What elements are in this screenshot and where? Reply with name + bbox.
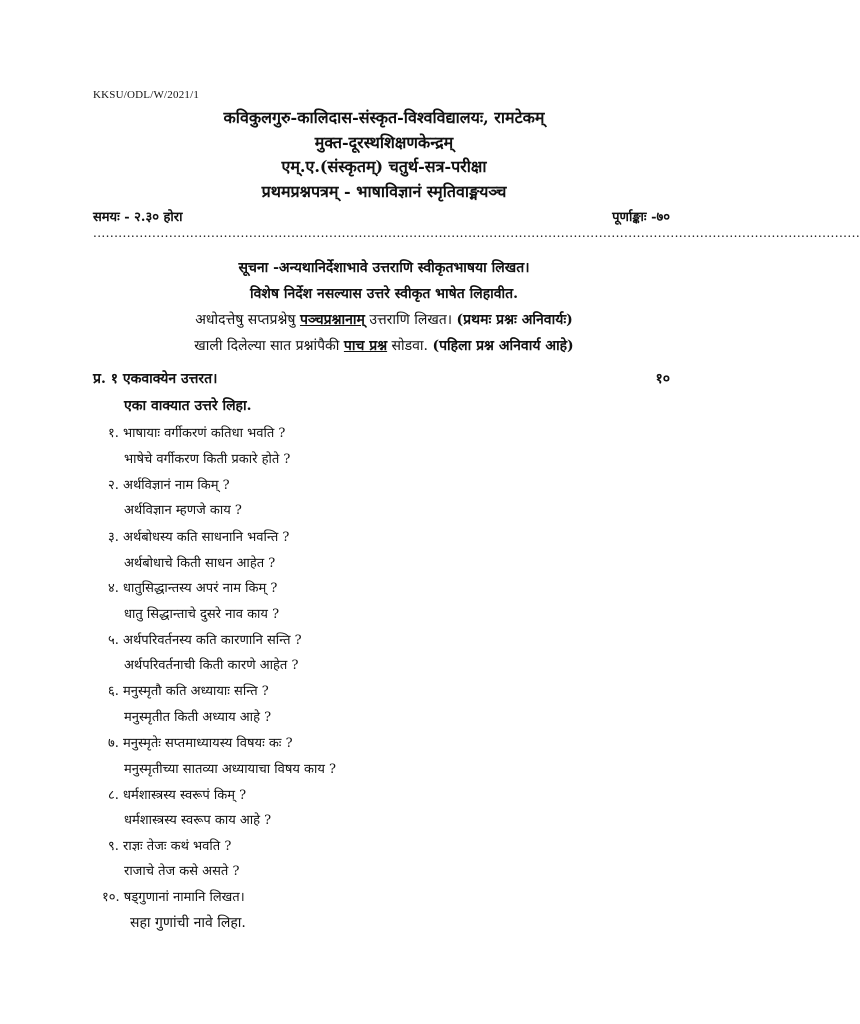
answer-rule-marathi-count: पाच प्रश्न xyxy=(343,338,388,354)
question-1-subheading: एका वाक्यात उत्तरे लिहा. xyxy=(124,398,252,414)
sub-question: १. भाषायाः वर्गीकरणं कतिधा भवति ? xyxy=(108,426,286,441)
sub-question-translation: मनुस्मृतीच्या सातव्या अध्यायाचा विषय काय ? xyxy=(124,762,336,777)
university-name: कविकुलगुरु-कालिदास-संस्कृत-विश्वविद्यालयः, रामटेकम् xyxy=(223,108,545,127)
answer-rule-marathi-mid: सोडवा. xyxy=(387,338,433,354)
sub-question: ६. मनुस्मृतौ कति अध्यायाः सन्ति ? xyxy=(108,684,269,699)
exam-name: एम्.ए.(संस्कृतम्) चतुर्थ-सत्र-परीक्षा xyxy=(281,157,487,176)
sub-question: ५. अर्थपरिवर्तनस्य कति कारणानि सन्ति ? xyxy=(108,633,302,648)
sub-question: ७. मनुस्मृतेः सप्तमाध्यायस्य विषयः कः ? xyxy=(108,736,293,751)
sub-question: ३. अर्थबोधस्य कति साधनानि भवन्ति ? xyxy=(108,530,290,545)
answer-rule-sanskrit xyxy=(0,310,768,329)
instruction-marathi: विशेष निर्देश नसल्यास उत्तरे स्वीकृत भाषेत लिहावीत. xyxy=(249,286,519,302)
sub-question: २. अर्थविज्ञानं नाम किम् ? xyxy=(108,478,230,493)
question-1-heading: प्र. १ एकवाक्येन उत्तरत। xyxy=(93,371,218,387)
instruction-sanskrit: सूचना -अन्यथानिर्देशाभावे उत्तराणि स्वीकृतभाषया लिखत। xyxy=(238,260,530,276)
answer-rule-sanskrit-count: पञ्चप्रश्नानाम् xyxy=(299,312,365,328)
answer-rule-marathi xyxy=(0,336,768,355)
paper-title: प्रथमप्रश्नपत्रम् - भाषाविज्ञानं स्मृतिवाङ्मयञ्च xyxy=(261,182,507,201)
question-1-marks: १० xyxy=(655,371,670,387)
sub-question-translation: राजाचे तेज कसे असते ? xyxy=(124,864,240,879)
sub-question: १०. षड्गुणानां नामानि लिखत। xyxy=(102,890,245,905)
time-duration: समयः - २.३० होरा xyxy=(93,210,183,225)
sub-question: ४. धातुसिद्धान्तस्य अपरं नाम किम् ? xyxy=(108,581,278,596)
sub-question: ८. धर्मशास्त्रस्य स्वरूपं किम् ? xyxy=(108,788,247,803)
answer-rule-sanskrit-mid: उत्तराणि लिखत। xyxy=(364,312,457,328)
full-marks: पूर्णाङ्काः -७० xyxy=(612,210,670,225)
dotted-separator: ...................................................................................................................................................................................... xyxy=(93,226,860,240)
sub-question-translation: सहा गुणांची नावे लिहा. xyxy=(130,915,246,931)
answer-rule-sanskrit-pre: अधोदत्तेषु सप्तप्रश्नेषु xyxy=(195,312,300,328)
answer-rule-marathi-pre: खाली दिलेल्या सात प्रश्नांपैकी xyxy=(194,338,344,354)
sub-question-translation: भाषेचे वर्गीकरण किती प्रकारे होते ? xyxy=(124,452,291,467)
sub-question: ९. राज्ञः तेजः कथं भवति ? xyxy=(108,839,232,854)
sub-question-translation: धर्मशास्त्रस्य स्वरूप काय आहे ? xyxy=(124,813,272,828)
answer-rule-sanskrit-compulsory: (प्रथमः प्रश्नः अनिवार्यः) xyxy=(456,312,573,328)
sub-question-translation: अर्थविज्ञान म्हणजे काय ? xyxy=(124,503,242,518)
sub-question-translation: अर्थबोधाचे किती साधन आहेत ? xyxy=(124,556,276,571)
paper-code: KKSU/ODL/W/2021/1 xyxy=(93,89,200,101)
sub-question-translation: धातु सिद्धान्ताचे दुसरे नाव काय ? xyxy=(124,607,280,622)
sub-question-translation: अर्थपरिवर्तनाची किती कारणे आहेत ? xyxy=(124,658,299,673)
centre-name: मुक्त-दूरस्थशिक्षणकेन्द्रम् xyxy=(314,133,454,152)
answer-rule-marathi-compulsory: (पहिला प्रश्न अनिवार्य आहे) xyxy=(432,338,574,354)
sub-question-translation: मनुस्मृतीत किती अध्याय आहे ? xyxy=(124,710,272,725)
